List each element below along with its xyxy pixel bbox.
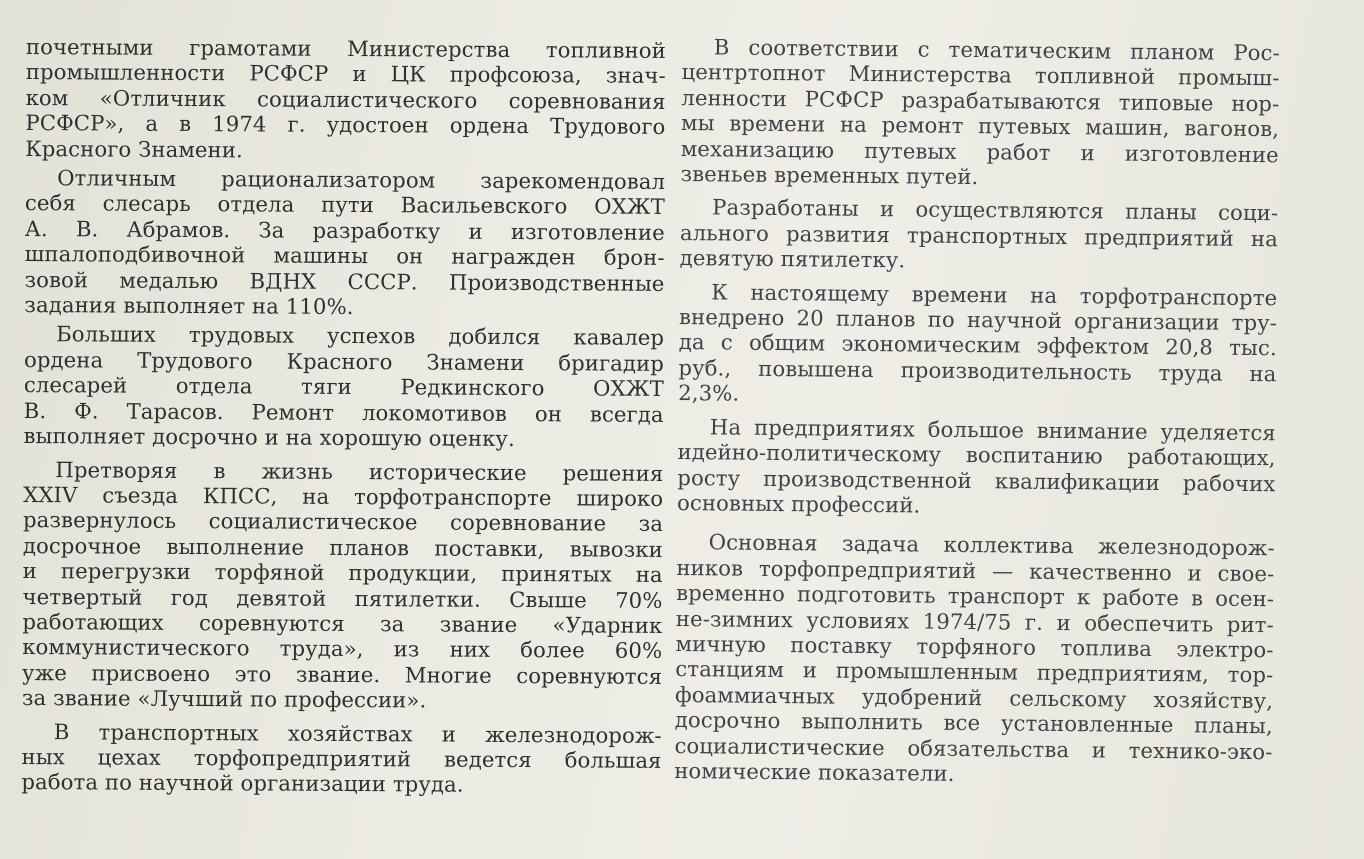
text-line: Разработаны и осуществляются планы соци- [712, 194, 1279, 226]
text-line: досрочно выполнить все установленные планы, [674, 707, 1273, 739]
text-line: внедрено 20 планов по научной организации тру- [678, 304, 1278, 336]
text-line: механизацию путевых работ и изготовление [680, 135, 1279, 167]
left-column [21, 34, 666, 799]
paragraph-left-2 [24, 165, 665, 321]
text-line: центртопнот Министерства топливной промыш- [681, 59, 1280, 91]
text-line: шпалоподбивочной машины он награжден брон- [24, 241, 665, 271]
text-line: станциям и промышленным предприятиям, тор- [675, 656, 1274, 688]
text-line: К настоящему времени на торфотранспорте [711, 278, 1278, 310]
text-line: зовой медалью ВДНХ СССР. Производственные [24, 266, 665, 296]
text-line: 2,3%. [678, 380, 740, 406]
text-line: ального развития транспортных предприятий на [679, 219, 1279, 252]
text-line: временно подготовить транспорт к работе в осен- [676, 580, 1275, 612]
text-line: фоаммиачных удобрений сельскому хозяйству, [674, 681, 1274, 713]
paragraph-right-2 [680, 194, 1279, 276]
text-line: На предприятиях большое внимание уделяется [709, 414, 1276, 445]
text-line: звеньев временных путей. [680, 161, 979, 190]
text-line: промышленности РСФСР и ЦК профсоюза, знач- [25, 59, 666, 89]
paragraph-left-1 [25, 34, 666, 165]
text-line: почетными грамотами Министерства топливной [25, 34, 666, 63]
right-column [674, 34, 1280, 790]
text-line: Основная задача коллектива железнодорож- [708, 529, 1275, 561]
paragraph-right-5 [674, 529, 1275, 789]
text-line: не-зимних условиях 1974/75 г. и обеспечить рит- [675, 605, 1274, 637]
text-line: мы времени на ремонт путевых машин, вагонов, [680, 110, 1280, 142]
text-line: выполняет досрочно и на хорошую оценку. [23, 423, 515, 452]
text-line: идейно-политическому воспитанию работающих, [677, 439, 1276, 471]
text-line: развернулось социалистическое соревнование за [22, 507, 664, 537]
text-line: работа по научной организации труда. [21, 769, 464, 798]
text-line: Красного Знамени. [25, 135, 243, 162]
text-line: ных цехах торфопредприятий ведется большая [21, 743, 662, 773]
text-line: росту производственной квалификации рабочих [677, 464, 1276, 496]
text-line: девятую пятилетку. [679, 245, 906, 273]
paragraph-left-4 [22, 456, 664, 714]
text-line: да с общим экономическим эффектом 20,8 тыс. [678, 329, 1277, 361]
text-line: работающих соревнуются за звание «Ударник [22, 608, 663, 638]
text-line: мичную поставку торфяного топлива электро- [675, 630, 1274, 663]
text-line: ком «Отличник социалистического соревнования [25, 84, 666, 114]
text-line: социалистические обязательства и технико-эко- [674, 732, 1273, 764]
paragraph-right-3 [678, 279, 1277, 412]
text-line: В. Ф. Тарасов. Ремонт локомотивов он всегда [23, 397, 664, 427]
text-line: ников торфопредприятий — качественно и свое- [676, 554, 1275, 586]
text-line: основных профессий. [676, 489, 921, 518]
text-line: руб., повышена производительность труда на [678, 354, 1277, 387]
paragraph-right-1 [680, 34, 1280, 193]
text-line: уже присвоено это звание. Многие соревнуются [22, 659, 663, 689]
text-line: задания выполняет на 110%. [24, 292, 354, 320]
text-line: Больших трудовых успехов добился кавалер [56, 321, 665, 351]
text-line: ленности РСФСР разрабатываются типовые нор- [681, 84, 1280, 117]
text-line: за звание «Лучший по профессии». [21, 685, 427, 713]
text-line: В транспортных хозяйствах и железнодорож- [53, 718, 662, 748]
text-line: досрочное выполнение планов поставки, вывозки [22, 532, 663, 562]
paragraph-left-5 [21, 719, 661, 799]
text-line: четвертый год девятой пятилетки. Свыше 70% [22, 583, 663, 613]
text-line: и перегрузки торфяной продукции, принятых на [22, 558, 663, 588]
text-line: ордена Трудового Красного Знамени бригадир [23, 346, 665, 376]
text-line: А. В. Абрамов. За разработку и изготовление [24, 215, 665, 245]
text-line: В соответствии с тематическим планом Рос- [713, 34, 1280, 66]
text-line: Отличным рационализатором зарекомендовал [57, 165, 666, 194]
text-line: слесарей отдела тяги Редкинского ОХЖТ [23, 372, 664, 402]
paragraph-right-4 [677, 414, 1276, 522]
text-line: РСФСР», а в 1974 г. удостоен ордена Трудового [25, 110, 666, 140]
text-line: коммунистического труда», из них более 60% [22, 634, 663, 664]
paragraph-left-3 [23, 321, 664, 452]
text-line: XXIV съезда КПСС, на торфотранспорте широко [23, 481, 664, 511]
text-line: себя слесарь отдела пути Васильевского ОХЖТ [24, 190, 666, 220]
text-line: Претворяя в жизнь исторические решения [55, 456, 664, 486]
text-line: номические показатели. [674, 757, 955, 786]
